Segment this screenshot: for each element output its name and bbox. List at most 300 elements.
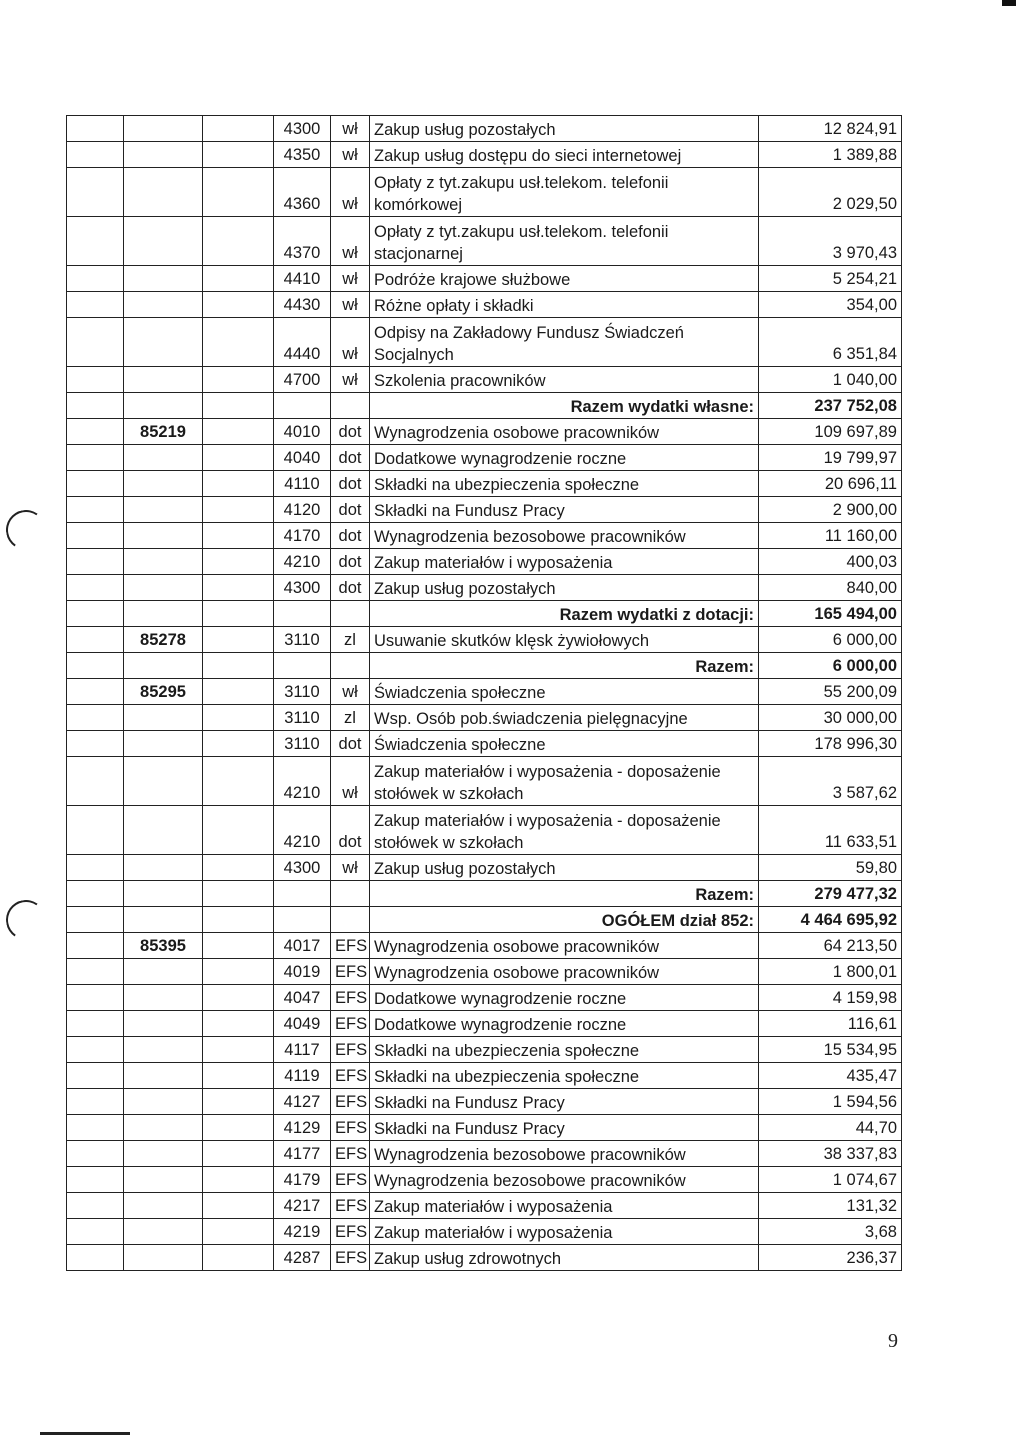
source-cell: wł <box>331 757 370 806</box>
chapter-cell <box>124 1167 203 1193</box>
chapter-cell: 85278 <box>124 627 203 653</box>
blank-cell <box>203 445 274 471</box>
table-row <box>67 933 902 959</box>
chapter-cell <box>124 1037 203 1063</box>
blank-cell <box>203 217 274 266</box>
source-cell: wł <box>331 318 370 367</box>
chapter-cell <box>124 116 203 142</box>
description-cell: Wynagrodzenia osobowe pracowników <box>370 419 759 445</box>
source-cell: dot <box>331 549 370 575</box>
table-row <box>67 266 902 292</box>
paragraph-cell: 4119 <box>274 1063 331 1089</box>
table-row <box>67 497 902 523</box>
paragraph-cell: 4127 <box>274 1089 331 1115</box>
paragraph-cell: 4360 <box>274 168 331 217</box>
source-cell: wł <box>331 292 370 318</box>
summary-amount: 279 477,32 <box>759 881 902 907</box>
blank-cell <box>203 1011 274 1037</box>
amount-cell: 131,32 <box>759 1193 902 1219</box>
chapter-cell <box>124 806 203 855</box>
source-cell <box>331 393 370 419</box>
chapter-cell <box>124 367 203 393</box>
source-cell: EFS <box>331 1037 370 1063</box>
table-row <box>67 471 902 497</box>
blank-cell <box>203 318 274 367</box>
paragraph-cell: 4219 <box>274 1219 331 1245</box>
blank-cell <box>203 705 274 731</box>
paragraph-cell: 4049 <box>274 1011 331 1037</box>
source-cell: EFS <box>331 1089 370 1115</box>
source-cell: EFS <box>331 985 370 1011</box>
amount-cell: 236,37 <box>759 1245 902 1271</box>
chapter-cell <box>124 959 203 985</box>
paragraph-cell: 4129 <box>274 1115 331 1141</box>
description-cell: Wsp. Osób pob.świadczenia pielęgnacyjne <box>370 705 759 731</box>
section-cell <box>67 168 124 217</box>
expenditure-table-body <box>67 116 902 1271</box>
summary-label: Razem wydatki z dotacji: <box>370 601 759 627</box>
blank-cell <box>203 601 274 627</box>
description-cell: Zakup usług pozostałych <box>370 116 759 142</box>
summary-row <box>67 907 902 933</box>
chapter-cell <box>124 1063 203 1089</box>
section-cell <box>67 217 124 266</box>
section-cell <box>67 1063 124 1089</box>
description-cell: Zakup materiałów i wyposażenia <box>370 1219 759 1245</box>
source-cell: dot <box>331 471 370 497</box>
table-row <box>67 1193 902 1219</box>
chapter-cell <box>124 1219 203 1245</box>
section-cell <box>67 601 124 627</box>
description-cell: Świadczenia społeczne <box>370 679 759 705</box>
description-cell: Szkolenia pracowników <box>370 367 759 393</box>
section-cell <box>67 1089 124 1115</box>
blank-cell <box>203 653 274 679</box>
section-cell <box>67 959 124 985</box>
description-cell: Składki na Fundusz Pracy <box>370 1089 759 1115</box>
expenditure-table <box>66 115 902 1271</box>
section-cell <box>67 497 124 523</box>
section-cell <box>67 116 124 142</box>
amount-cell: 1 594,56 <box>759 1089 902 1115</box>
table-row <box>67 1245 902 1271</box>
blank-cell <box>203 419 274 445</box>
table-row <box>67 959 902 985</box>
paragraph-cell: 4177 <box>274 1141 331 1167</box>
amount-cell: 55 200,09 <box>759 679 902 705</box>
description-cell: Różne opłaty i składki <box>370 292 759 318</box>
paragraph-cell: 4300 <box>274 116 331 142</box>
blank-cell <box>203 497 274 523</box>
blank-cell <box>203 168 274 217</box>
section-cell <box>67 393 124 419</box>
paragraph-cell: 4117 <box>274 1037 331 1063</box>
amount-cell: 6 351,84 <box>759 318 902 367</box>
section-cell <box>67 367 124 393</box>
chapter-cell <box>124 601 203 627</box>
blank-cell <box>203 855 274 881</box>
amount-cell: 38 337,83 <box>759 1141 902 1167</box>
amount-cell: 3 970,43 <box>759 217 902 266</box>
paragraph-cell: 4700 <box>274 367 331 393</box>
paragraph-cell: 4010 <box>274 419 331 445</box>
table-row <box>67 1089 902 1115</box>
paragraph-cell: 4120 <box>274 497 331 523</box>
source-cell: EFS <box>331 1063 370 1089</box>
chapter-cell: 85295 <box>124 679 203 705</box>
section-cell <box>67 881 124 907</box>
blank-cell <box>203 959 274 985</box>
amount-cell: 44,70 <box>759 1115 902 1141</box>
amount-cell: 19 799,97 <box>759 445 902 471</box>
description-cell: Składki na Fundusz Pracy <box>370 1115 759 1141</box>
source-cell: EFS <box>331 933 370 959</box>
section-cell <box>67 445 124 471</box>
section-cell <box>67 679 124 705</box>
blank-cell <box>203 471 274 497</box>
description-cell: Zakup usług pozostałych <box>370 575 759 601</box>
blank-cell <box>203 1245 274 1271</box>
description-cell: Zakup usług zdrowotnych <box>370 1245 759 1271</box>
table-row <box>67 731 902 757</box>
paragraph-cell: 4217 <box>274 1193 331 1219</box>
source-cell: EFS <box>331 1245 370 1271</box>
description-cell: Zakup materiałów i wyposażenia - doposażenie stołówek w szkołach <box>370 757 759 806</box>
paragraph-cell: 4300 <box>274 575 331 601</box>
table-row <box>67 217 902 266</box>
blank-cell <box>203 1167 274 1193</box>
scan-corner-mark <box>1002 0 1016 6</box>
description-cell: Odpisy na Zakładowy Fundusz Świadczeń Socjalnych <box>370 318 759 367</box>
punch-hole-mark <box>3 507 49 553</box>
paragraph-cell: 4210 <box>274 757 331 806</box>
section-cell <box>67 806 124 855</box>
amount-cell: 840,00 <box>759 575 902 601</box>
description-cell: Opłaty z tyt.zakupu usł.telekom. telefonii stacjonarnej <box>370 217 759 266</box>
description-cell: Zakup materiałów i wyposażenia - doposażenie stołówek w szkołach <box>370 806 759 855</box>
blank-cell <box>203 627 274 653</box>
chapter-cell <box>124 266 203 292</box>
source-cell: wł <box>331 679 370 705</box>
blank-cell <box>203 1089 274 1115</box>
section-cell <box>67 523 124 549</box>
summary-label: Razem: <box>370 881 759 907</box>
amount-cell: 2 900,00 <box>759 497 902 523</box>
blank-cell <box>203 806 274 855</box>
table-row <box>67 679 902 705</box>
chapter-cell <box>124 1089 203 1115</box>
paragraph-cell <box>274 601 331 627</box>
blank-cell <box>203 881 274 907</box>
source-cell: EFS <box>331 1115 370 1141</box>
summary-label: OGÓŁEM dział 852: <box>370 907 759 933</box>
paragraph-cell: 4287 <box>274 1245 331 1271</box>
description-cell: Usuwanie skutków klęsk żywiołowych <box>370 627 759 653</box>
amount-cell: 354,00 <box>759 292 902 318</box>
description-cell: Składki na ubezpieczenia społeczne <box>370 1037 759 1063</box>
chapter-cell <box>124 855 203 881</box>
blank-cell <box>203 679 274 705</box>
paragraph-cell: 4440 <box>274 318 331 367</box>
table-row <box>67 318 902 367</box>
source-cell: dot <box>331 445 370 471</box>
amount-cell: 435,47 <box>759 1063 902 1089</box>
blank-cell <box>203 292 274 318</box>
blank-cell <box>203 933 274 959</box>
amount-cell: 109 697,89 <box>759 419 902 445</box>
paragraph-cell <box>274 907 331 933</box>
description-cell: Wynagrodzenia bezosobowe pracowników <box>370 1167 759 1193</box>
punch-hole-mark <box>3 897 49 943</box>
chapter-cell <box>124 217 203 266</box>
paragraph-cell <box>274 393 331 419</box>
chapter-cell <box>124 881 203 907</box>
blank-cell <box>203 393 274 419</box>
table-row <box>67 627 902 653</box>
table-row <box>67 367 902 393</box>
chapter-cell <box>124 393 203 419</box>
description-cell: Zakup usług dostępu do sieci internetowej <box>370 142 759 168</box>
description-cell: Opłaty z tyt.zakupu usł.telekom. telefonii komórkowej <box>370 168 759 217</box>
source-cell: dot <box>331 419 370 445</box>
source-cell: wł <box>331 266 370 292</box>
table-row <box>67 142 902 168</box>
chapter-cell <box>124 731 203 757</box>
source-cell: dot <box>331 497 370 523</box>
chapter-cell <box>124 907 203 933</box>
table-row <box>67 985 902 1011</box>
page-number: 9 <box>888 1330 898 1352</box>
paragraph-cell: 4370 <box>274 217 331 266</box>
amount-cell: 64 213,50 <box>759 933 902 959</box>
chapter-cell <box>124 985 203 1011</box>
description-cell: Wynagrodzenia osobowe pracowników <box>370 933 759 959</box>
section-cell <box>67 757 124 806</box>
description-cell: Zakup materiałów i wyposażenia <box>370 1193 759 1219</box>
chapter-cell <box>124 653 203 679</box>
source-cell: EFS <box>331 959 370 985</box>
amount-cell: 3 587,62 <box>759 757 902 806</box>
source-cell: dot <box>331 731 370 757</box>
description-cell: Wynagrodzenia osobowe pracowników <box>370 959 759 985</box>
table-row <box>67 806 902 855</box>
description-cell: Dodatkowe wynagrodzenie roczne <box>370 985 759 1011</box>
chapter-cell <box>124 471 203 497</box>
amount-cell: 30 000,00 <box>759 705 902 731</box>
chapter-cell <box>124 445 203 471</box>
source-cell: dot <box>331 575 370 601</box>
blank-cell <box>203 1115 274 1141</box>
chapter-cell <box>124 523 203 549</box>
amount-cell: 116,61 <box>759 1011 902 1037</box>
source-cell <box>331 653 370 679</box>
paragraph-cell: 4300 <box>274 855 331 881</box>
source-cell: EFS <box>331 1011 370 1037</box>
description-cell: Zakup usług pozostałych <box>370 855 759 881</box>
section-cell <box>67 575 124 601</box>
description-cell: Podróże krajowe służbowe <box>370 266 759 292</box>
section-cell <box>67 1037 124 1063</box>
table-row <box>67 1115 902 1141</box>
table-row <box>67 1063 902 1089</box>
paragraph-cell: 4210 <box>274 549 331 575</box>
paragraph-cell: 4410 <box>274 266 331 292</box>
paragraph-cell: 4430 <box>274 292 331 318</box>
blank-cell <box>203 1219 274 1245</box>
blank-cell <box>203 266 274 292</box>
table-row <box>67 419 902 445</box>
amount-cell: 400,03 <box>759 549 902 575</box>
summary-row <box>67 393 902 419</box>
paragraph-cell: 4350 <box>274 142 331 168</box>
description-cell: Zakup materiałów i wyposażenia <box>370 549 759 575</box>
table-row <box>67 1219 902 1245</box>
section-cell <box>67 318 124 367</box>
section-cell <box>67 1011 124 1037</box>
scan-edge-mark <box>40 1432 130 1435</box>
amount-cell: 2 029,50 <box>759 168 902 217</box>
table-row <box>67 523 902 549</box>
section-cell <box>67 1219 124 1245</box>
chapter-cell <box>124 1141 203 1167</box>
amount-cell: 1 389,88 <box>759 142 902 168</box>
amount-cell: 1 800,01 <box>759 959 902 985</box>
chapter-cell <box>124 292 203 318</box>
amount-cell: 5 254,21 <box>759 266 902 292</box>
chapter-cell <box>124 318 203 367</box>
source-cell: dot <box>331 523 370 549</box>
amount-cell: 12 824,91 <box>759 116 902 142</box>
paragraph-cell: 4170 <box>274 523 331 549</box>
description-cell: Składki na ubezpieczenia społeczne <box>370 1063 759 1089</box>
blank-cell <box>203 1037 274 1063</box>
source-cell: wł <box>331 855 370 881</box>
source-cell: wł <box>331 217 370 266</box>
blank-cell <box>203 731 274 757</box>
description-cell: Składki na ubezpieczenia społeczne <box>370 471 759 497</box>
section-cell <box>67 705 124 731</box>
chapter-cell: 85219 <box>124 419 203 445</box>
chapter-cell <box>124 705 203 731</box>
blank-cell <box>203 907 274 933</box>
table-row <box>67 292 902 318</box>
section-cell <box>67 1245 124 1271</box>
section-cell <box>67 731 124 757</box>
amount-cell: 11 633,51 <box>759 806 902 855</box>
section-cell <box>67 627 124 653</box>
source-cell <box>331 881 370 907</box>
table-row <box>67 855 902 881</box>
source-cell <box>331 907 370 933</box>
amount-cell: 1 040,00 <box>759 367 902 393</box>
table-row <box>67 116 902 142</box>
source-cell: dot <box>331 806 370 855</box>
blank-cell <box>203 1063 274 1089</box>
blank-cell <box>203 1141 274 1167</box>
table-row <box>67 168 902 217</box>
paragraph-cell: 4210 <box>274 806 331 855</box>
paragraph-cell: 4110 <box>274 471 331 497</box>
section-cell <box>67 266 124 292</box>
chapter-cell <box>124 1193 203 1219</box>
table-row <box>67 705 902 731</box>
description-cell: Składki na Fundusz Pracy <box>370 497 759 523</box>
section-cell <box>67 1193 124 1219</box>
amount-cell: 6 000,00 <box>759 627 902 653</box>
section-cell <box>67 907 124 933</box>
chapter-cell <box>124 168 203 217</box>
source-cell: wł <box>331 168 370 217</box>
source-cell: EFS <box>331 1167 370 1193</box>
paragraph-cell: 4017 <box>274 933 331 959</box>
amount-cell: 15 534,95 <box>759 1037 902 1063</box>
chapter-cell <box>124 1115 203 1141</box>
blank-cell <box>203 367 274 393</box>
source-cell: wł <box>331 142 370 168</box>
chapter-cell <box>124 142 203 168</box>
section-cell <box>67 1115 124 1141</box>
chapter-cell <box>124 497 203 523</box>
paragraph-cell: 3110 <box>274 731 331 757</box>
section-cell <box>67 1167 124 1193</box>
table-row <box>67 1141 902 1167</box>
summary-label: Razem wydatki własne: <box>370 393 759 419</box>
amount-cell: 3,68 <box>759 1219 902 1245</box>
section-cell <box>67 292 124 318</box>
section-cell <box>67 471 124 497</box>
section-cell <box>67 985 124 1011</box>
paragraph-cell: 4019 <box>274 959 331 985</box>
paragraph-cell: 3110 <box>274 627 331 653</box>
blank-cell <box>203 985 274 1011</box>
table-row <box>67 1037 902 1063</box>
chapter-cell <box>124 549 203 575</box>
source-cell: wł <box>331 367 370 393</box>
source-cell: EFS <box>331 1141 370 1167</box>
description-cell: Wynagrodzenia bezosobowe pracowników <box>370 1141 759 1167</box>
description-cell: Wynagrodzenia bezosobowe pracowników <box>370 523 759 549</box>
amount-cell: 4 159,98 <box>759 985 902 1011</box>
blank-cell <box>203 575 274 601</box>
paragraph-cell: 3110 <box>274 679 331 705</box>
source-cell: wł <box>331 116 370 142</box>
table-row <box>67 575 902 601</box>
section-cell <box>67 1141 124 1167</box>
section-cell <box>67 419 124 445</box>
chapter-cell <box>124 1011 203 1037</box>
chapter-cell: 85395 <box>124 933 203 959</box>
table-row <box>67 1011 902 1037</box>
blank-cell <box>203 549 274 575</box>
section-cell <box>67 549 124 575</box>
summary-row <box>67 881 902 907</box>
description-cell: Dodatkowe wynagrodzenie roczne <box>370 1011 759 1037</box>
source-cell: EFS <box>331 1219 370 1245</box>
table-row <box>67 1167 902 1193</box>
summary-row <box>67 653 902 679</box>
blank-cell <box>203 116 274 142</box>
summary-label: Razem: <box>370 653 759 679</box>
amount-cell: 1 074,67 <box>759 1167 902 1193</box>
table-row <box>67 549 902 575</box>
paragraph-cell: 3110 <box>274 705 331 731</box>
section-cell <box>67 855 124 881</box>
blank-cell <box>203 523 274 549</box>
source-cell: zl <box>331 705 370 731</box>
chapter-cell <box>124 1245 203 1271</box>
summary-amount: 4 464 695,92 <box>759 907 902 933</box>
source-cell: zl <box>331 627 370 653</box>
